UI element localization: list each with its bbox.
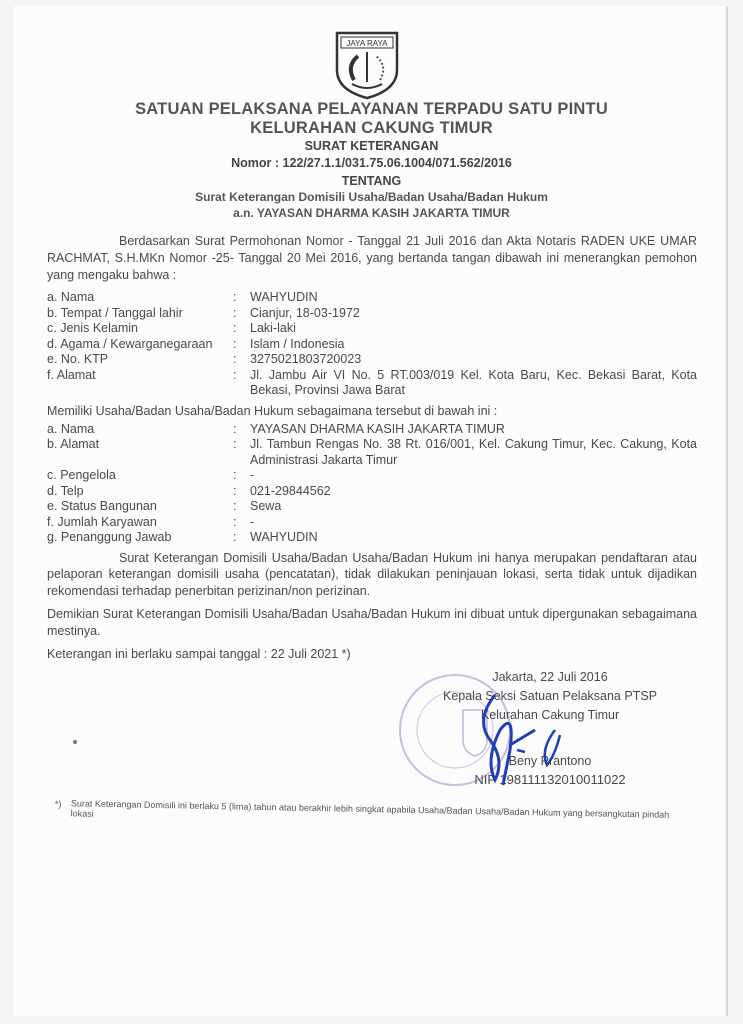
signer-position: Kepala Seksi Satuan Pelaksana PTSP <box>442 689 658 703</box>
applicant-field-row <box>47 290 697 306</box>
field-label: a. Nama <box>47 421 95 436</box>
business-field-row <box>47 468 697 484</box>
applicant-field-row <box>47 321 697 337</box>
applicant-fields <box>47 290 697 399</box>
field-label: d. Telp <box>47 483 84 498</box>
field-colon: : <box>233 483 237 498</box>
footnote-marker: *) <box>54 798 62 810</box>
field-value: Islam / Indonesia <box>250 336 345 351</box>
field-label: f. Alamat <box>47 367 96 382</box>
footnote-text: Surat Keterangan Domisili ini berlaku 5 (lima) tahun atau berakhir lebih singkat apabila Usaha/Badan Usaha/Badan Hukum yang bersangkutan pindah lokasi <box>70 798 670 820</box>
intro-paragraph: Berdasarkan Surat Permohonan Nomor - Tanggal 21 Juli 2016 dan Akta Notaris RADEN UKE UMAR RACHMAT, S.H.MKn Nomor -25- Tanggal 20 Mei 2016, yang bertanda tangan dibawah ini menerangkan pemohon yang mengaku bahwa : <box>47 234 697 282</box>
field-colon: : <box>233 421 237 436</box>
field-label: c. Pengelola <box>47 468 116 482</box>
business-field-row <box>47 515 697 531</box>
document-title: SURAT KETERANGAN <box>304 139 439 153</box>
field-value: Cianjur, 18-03-1972 <box>250 305 360 320</box>
field-value: - <box>250 514 255 529</box>
signer-name: Beny Prantono <box>508 754 592 768</box>
field-label: b. Tempat / Tanggal lahir <box>47 305 183 320</box>
business-field-row <box>47 437 697 468</box>
field-colon: : <box>233 437 237 451</box>
field-value: YAYASAN DHARMA KASIH JAKARTA TIMUR <box>250 421 505 436</box>
field-colon: : <box>233 530 237 544</box>
business-field-row <box>47 422 697 438</box>
field-colon: : <box>233 499 237 513</box>
business-field-row <box>47 484 697 500</box>
business-field-row <box>47 499 697 515</box>
document-number: Nomor : 122/27.1.1/031.75.06.1004/071.562/2016 <box>231 156 512 170</box>
field-label: g. Penanggung Jawab <box>47 530 172 544</box>
field-colon: : <box>233 290 237 304</box>
field-colon: : <box>233 336 237 351</box>
disclaimer-paragraph: Surat Keterangan Domisili Usaha/Badan Usaha/Badan Hukum ini hanya merupakan pendaftaran atau pelaporan keterangan domisili usaha (pencatatan), tidak dilakukan peninjauan lokasi, serta tidak untuk dijadikan rekomendasi terhadap penerbitan perizinan/non perizinan. <box>47 550 697 598</box>
field-colon: : <box>233 352 237 366</box>
field-value: Jl. Tambun Rengas No. 38 Rt. 016/001, Kel. Cakung Timur, Kec. Cakung, Kota Administrasi Jakarta Timur <box>250 437 697 467</box>
business-intro: Memiliki Usaha/Badan Usaha/Badan Hukum sebagaimana tersebut di bawah ini : <box>47 403 498 418</box>
field-colon: : <box>233 367 237 382</box>
about-label: TENTANG <box>341 174 402 188</box>
logo-text: JAYA RAYA <box>346 39 388 48</box>
field-value: Sewa <box>250 499 282 513</box>
field-colon: : <box>233 305 237 320</box>
business-fields <box>47 422 697 546</box>
field-value: WAHYUDIN <box>250 530 318 544</box>
signature-place-date: Jakarta, 22 Juli 2016 <box>492 670 608 684</box>
validity-statement: Keterangan ini berlaku sampai tanggal : 22 Juli 2021 *) <box>47 647 351 661</box>
applicant-field-row <box>47 306 697 322</box>
closing-paragraph: Demikian Surat Keterangan Domisili Usaha/Badan Usaha/Badan Hukum ini dibuat untuk dipergunakan sebagaimana mestinya. <box>47 607 697 638</box>
document-body <box>47 233 697 663</box>
signer-nip: NIP 198111132010011022 <box>474 772 626 787</box>
field-label: a. Nama <box>47 290 95 304</box>
field-value: Jl. Jambu Air VI No. 5 RT.003/019 Kel. Kota Baru, Kec. Bekasi Barat, Kota Bekasi, Provinsi Jawa Barat <box>250 367 697 397</box>
field-label: f. Jumlah Karyawan <box>47 514 157 529</box>
field-label: c. Jenis Kelamin <box>47 321 139 335</box>
field-label: e. Status Bangunan <box>47 499 157 513</box>
field-colon: : <box>233 321 237 335</box>
field-value: WAHYUDIN <box>250 290 318 304</box>
field-value: 021-29844562 <box>250 483 331 498</box>
field-colon: : <box>233 468 237 482</box>
on-behalf-of: a.n. YAYASAN DHARMA KASIH JAKARTA TIMUR <box>233 206 510 220</box>
applicant-field-row <box>47 352 697 368</box>
signer-office: Kelurahan Cakung Timur <box>480 708 620 722</box>
field-label: b. Alamat <box>47 437 100 451</box>
handwritten-signature <box>455 690 575 790</box>
document-subject: Surat Keterangan Domisili Usaha/Badan Usaha/Badan Hukum <box>195 190 548 204</box>
applicant-field-row <box>47 368 697 399</box>
applicant-field-row <box>47 337 697 353</box>
field-label: e. No. KTP <box>47 352 109 366</box>
field-value: - <box>250 468 255 482</box>
field-colon: : <box>233 514 237 529</box>
field-value: Laki-laki <box>250 321 296 335</box>
field-value: 3275021803720023 <box>250 352 362 366</box>
jaya-raya-emblem-logo <box>334 30 400 100</box>
office-name: KELURAHAN CAKUNG TIMUR <box>250 119 493 137</box>
business-field-row <box>47 530 697 546</box>
scan-speck <box>73 740 77 744</box>
field-label: d. Agama / Kewarganegaraan <box>47 336 213 351</box>
agency-name: SATUAN PELAKSANA PELAYANAN TERPADU SATU PINTU <box>135 100 608 118</box>
